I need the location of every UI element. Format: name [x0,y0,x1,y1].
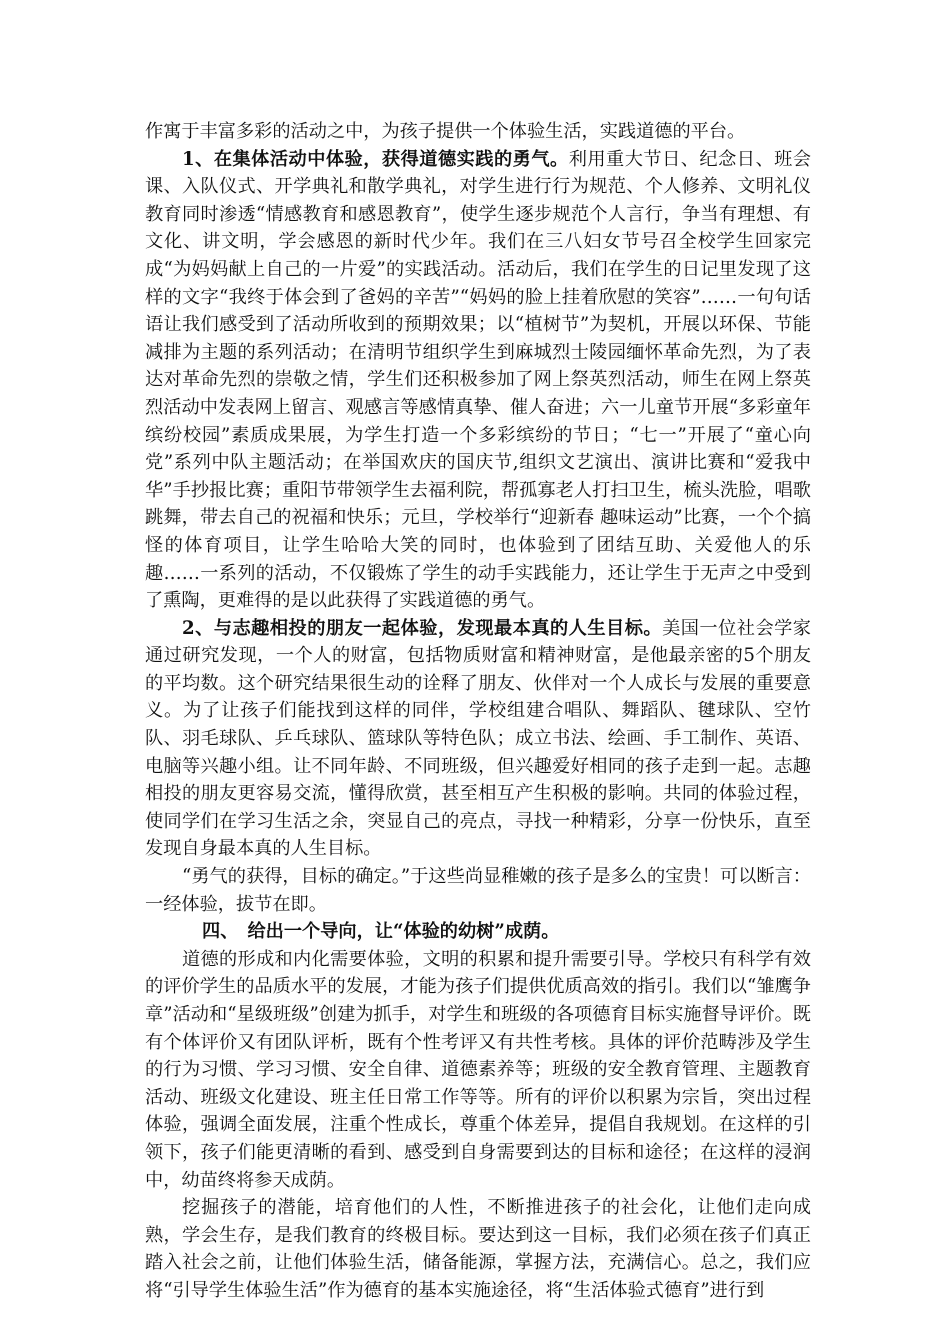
paragraph-like-minded-friends [145,615,811,863]
paragraph-collective-activities [145,146,811,615]
paragraph-courage-quote: “勇气的获得，目标的确定。”于这些尚显稚嫩的孩子是多么的宝贵！可以断言：一经体验，拔节在即。 [145,866,811,915]
opening-paragraph: 作寓于丰富多彩的活动之中，为孩子提供一个体验生活，实践道德的平台。 [145,121,746,142]
document-page [145,118,811,1305]
paragraph-heading-friends: 2、与志趣相投的朋友一起体验，发现最本真的人生目标。 [182,617,663,639]
paragraph-heading-collective: 1、在集体活动中体验，获得道德实践的勇气。 [182,148,569,170]
paragraph-body-collective: 利用重大节日、纪念日、班会课、入队仪式、开学典礼和散学典礼，对学生进行行为规范、个人修养、文明礼仪教育同时渗透“情感教育和感恩教育”，使学生逐步规范个人言行，争当有理想、有文化、讲文明，学会感恩的新时代少年。我们在三八妇女节号召全校学生回家完成“为妈妈献上自己的一片爱”的实践活动。活动后，我们在学生的日记里发现了这样的文字“我终于体会到了爸妈的辛苦”“妈妈的脸上挂着欣慰的笑容”……一句句话语让我们感受到了活动所收到的预期效果；以“植树节”为契机，开展以环保、节能减排为主题的系列活动；在清明节组织学生到麻城烈士陵园缅怀革命先烈，为了表达对革命先烈的崇敬之情，学生们还积极参加了网上祭英烈活动，师生在网上祭英烈活动中发表网上留言、观感言等感情真挚、催人奋进；六一儿童节开展“多彩童年 缤纷校园”素质成果展，为学生打造一个多彩缤纷的节日；“七一”开展了“童心向党”系列中队主题活动；在举国欢庆的国庆节,组织文艺演出、演讲比赛和“爱我中华”手抄报比赛；重阳节带领学生去福利院，帮孤寡老人打扫卫生，梳头洗脸，唱歌跳舞，带去自己的祝福和快乐；元旦，学校举行“迎新春 趣味运动”比赛，一个个搞怪的体育项目，让学生哈哈大笑的同时，也体验到了团结互助、关爱他人的乐趣……一系列的活动，不仅锻炼了学生的动手实践能力，还让学生于无声之中受到了熏陶，更难得的是以此获得了实践道德的勇气。 [145,148,811,612]
paragraph-body-friends: 美国一位社会学家通过研究发现，一个人的财富，包括物质财富和精神财富，是他最亲密的5个朋友的平均数。这个研究结果很生动的诠释了朋友、伙伴对一个人成长与发展的重要意义。为了让孩子们能找到这样的同伴，学校组建合唱队、舞蹈队、毽球队、空竹队、羽毛球队、乒乓球队、篮球队等特色队；成立书法、绘画、手工制作、英语、电脑等兴趣小组。让不同年龄、不同班级，但兴趣爱好相同的孩子走到一起。志趣相投的朋友更容易交流，懂得欣赏，甚至相互产生积极的影响。共同的体验过程，使同学们在学习生活之余，突显自己的亮点，寻找一种精彩，分享一份快乐，直至发现自身最本真的人生目标。 [145,617,811,860]
section-heading-four: 四、 给出一个导向，让“体验的幼树”成荫。 [202,921,560,943]
paragraph-evaluation: 道德的形成和内化需要体验，文明的积累和提升需要引导。学校只有科学有效的评价学生的品质水平的发展，才能为孩子们提供优质高效的指引。我们以“雏鹰争章”活动和“星级班级”创建为抓手，对学生和班级的各项德育目标实施督导评价。既有个体评价又有团队评析，既有个性考评又有共性考核。具体的评价范畴涉及学生的行为习惯、学习习惯、安全自律、道德素养等；班级的安全教育管理、主题教育活动、班级文化建设、班主任日常工作等等。所有的评价以积累为宗旨，突出过程体验，强调全面发展，注重个性成长，尊重个体差异，提倡自我规划。在这样的引领下，孩子们能更清晰的看到、感受到自身需要到达的目标和途径；在这样的浸润中，幼苗终将参天成荫。 [145,948,811,1191]
paragraph-conclusion: 挖掘孩子的潜能，培育他们的人性，不断推进孩子的社会化，让他们走向成熟，学会生存，是我们教育的终极目标。要达到这一目标，我们必须在孩子们真正踏入社会之前，让他们体验生活，储备能源，掌握方法，充满信心。总之，我们应将“引导学生体验生活”作为德育的基本实施途径，将“生活体验式德育”进行到 [145,1197,811,1301]
